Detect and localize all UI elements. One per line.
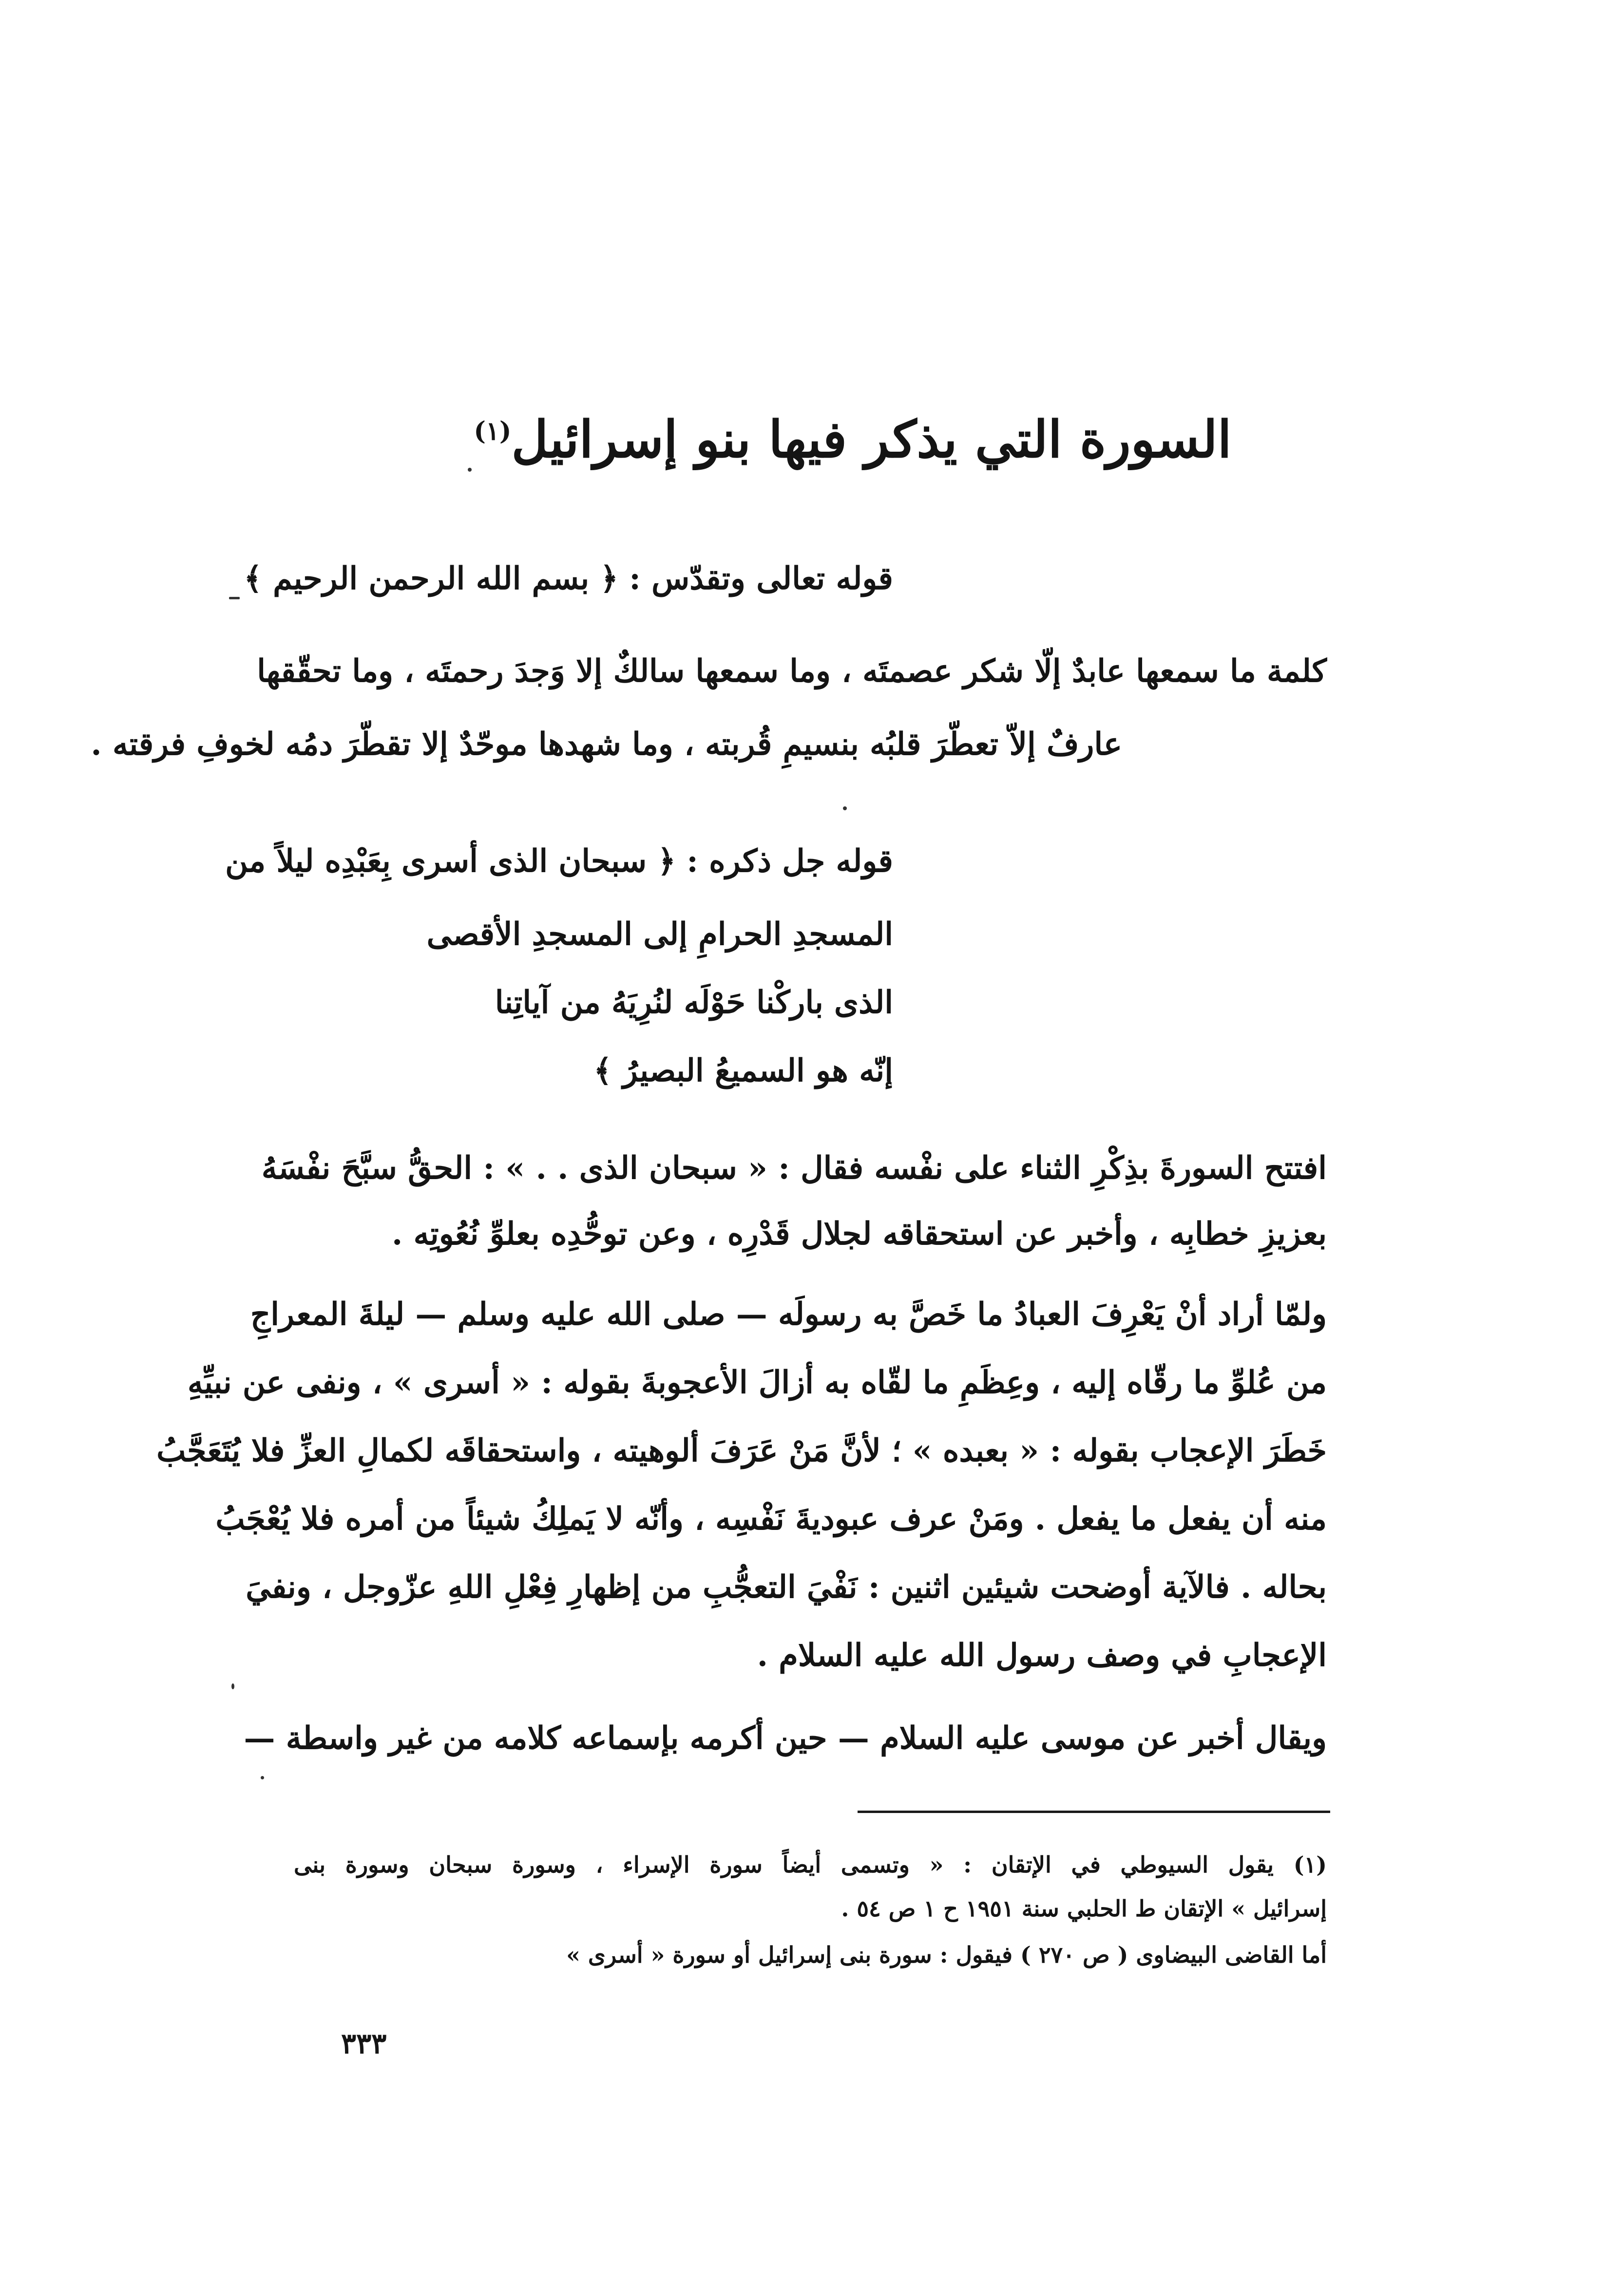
paragraph-1-line-1: كلمة ما سمعها عابدٌ إلّا شكر عصمتَه ، وما سمعها سالكٌ إلا وَجدَ رحمتَه ، وما تحقّقها bbox=[257, 653, 1327, 689]
paragraph-3-line-1: ولمّا أراد أنْ يَعْرِفَ العبادُ ما خَصَّ به رسولَه — صلى الله عليه وسلم — ليلةَ المعراجِ bbox=[250, 1296, 1327, 1333]
verse-line-3: الذى باركْنا حَوْلَه لنُرِيَهُ من آياتِنا bbox=[495, 984, 893, 1021]
paragraph-2-line-2: بعزيزِ خطابِه ، وأخبر عن استحقاقه لجلال قَدْرِه ، وعن توحُّدِه بعلوِّ نُعُوتِه . bbox=[392, 1216, 1327, 1252]
verse-line-2: المسجدِ الحرامِ إلى المسجدِ الأقصى bbox=[426, 916, 893, 953]
verse-line-1: قوله جل ذكره : ﴿ سبحان الذى أسرى بِعَبْدِه ليلاً من bbox=[225, 843, 893, 879]
footnote-1-line-2: إسرائيل » الإتقان ط الحلبي سنة ١٩٥١ ح ١ ص ٥٤ . bbox=[841, 1895, 1327, 1922]
paragraph-2-line-1: افتتح السورةَ بذِكْرِ الثناء على نفْسه فقال : « سبحان الذى . . » : الحقُّ سبَّحَ نفْسَهُ bbox=[261, 1150, 1327, 1186]
page-number: ٣٣٣ bbox=[341, 2027, 387, 2060]
paragraph-4-line-1: ويقال أخبر عن موسى عليه السلام — حين أكرمه بإسماعه كلامه من غير واسطة — bbox=[244, 1720, 1327, 1756]
verse-line-4: إنّه هو السميعُ البصيرُ ﴾ bbox=[593, 1052, 893, 1089]
surah-title bbox=[439, 409, 1267, 469]
scan-speck bbox=[468, 468, 472, 472]
paragraph-3-line-6: الإعجابِ في وصف رسول الله عليه السلام . bbox=[757, 1637, 1327, 1674]
scan-speck bbox=[231, 1683, 234, 1689]
paragraph-1-line-2: عارفٌ إلاّ تعطّرَ قلبُه بنسيمِ قُربته ، وما شهدها موحّدٌ إلا تقطّرَ دمُه لخوفِ فرقته . bbox=[91, 726, 1122, 763]
paragraph-3-line-4: منه أن يفعل ما يفعل . ومَنْ عرف عبوديةَ نَفْسِه ، وأنّه لا يَملِكُ شيئاً من أمره فلا يُعْجَبُ bbox=[215, 1501, 1327, 1537]
title-footnote-marker: (١) bbox=[474, 416, 512, 446]
paragraph-3-line-5: بحاله . فالآية أوضحت شيئين اثنين : نَفْيَ التعجُّبِ من إظهارِ فِعْلِ اللهِ عزّوجل ، ونفيَ bbox=[246, 1569, 1327, 1605]
scan-speck bbox=[843, 806, 847, 810]
footnote-1-line-1: (١) يقول السيوطي في الإتقان : « وتسمى أيضاً سورة الإسراء ، وسورة سبحان وسورة بنى bbox=[294, 1852, 1327, 1878]
paragraph-3-line-3: خَطَرَ الإعجاب بقوله : « بعبده » ؛ لأنَّ مَنْ عَرَفَ ألوهيته ، واستحقاقَه لكمالِ العزِّ فلا يُتَعَجَّبُ bbox=[156, 1432, 1327, 1469]
scan-speck bbox=[261, 1776, 264, 1779]
basmala-line: قوله تعالى وتقدّس : ﴿ بسم الله الرحمن الرحيم ﴾ bbox=[244, 560, 893, 597]
footnote-2-line-1: أما القاضى البيضاوى ( ص ٢٧٠ ) فيقول : سورة بنى إسرائيل أو سورة « أسرى » bbox=[566, 1942, 1327, 1968]
paragraph-3-line-2: من عُلوِّ ما رقّاه إليه ، وعِظَمِ ما لقّاه به أزالَ الأعجوبةَ بقوله : « أسرى » ، ونفى عن نبيِّهِ bbox=[187, 1364, 1327, 1401]
footnote-separator bbox=[858, 1811, 1330, 1813]
scan-speck bbox=[229, 597, 240, 599]
surah-title-text: السورة التي يذكر فيها بنو إسرائيل bbox=[511, 409, 1232, 469]
